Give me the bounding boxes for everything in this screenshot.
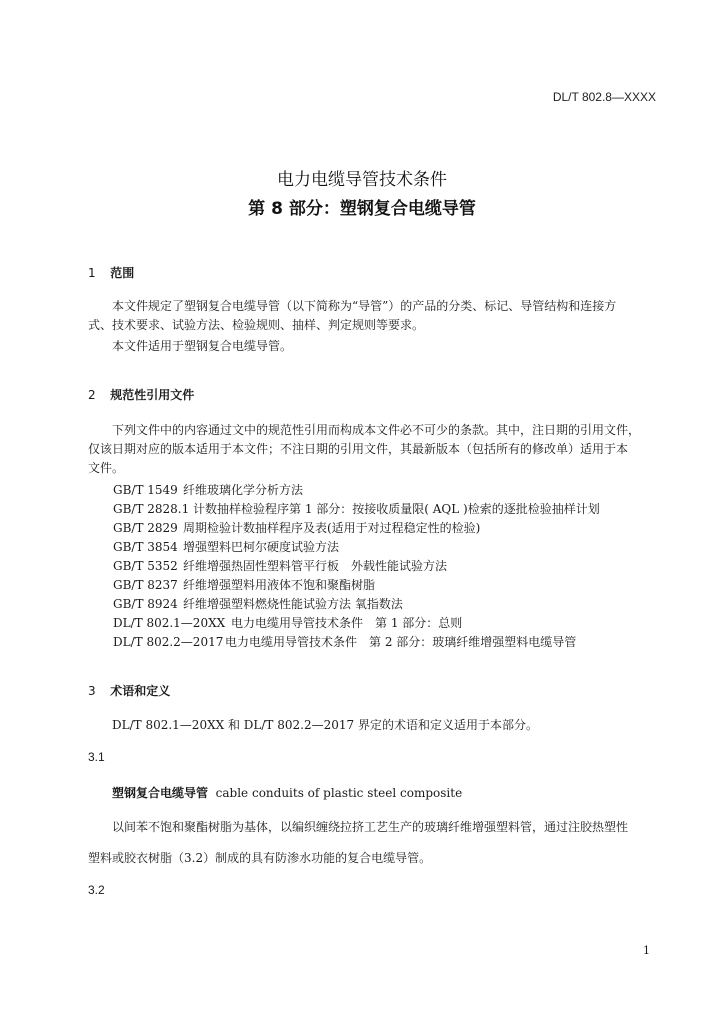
term-chinese: 塑钢复合电缆导管 — [112, 786, 209, 800]
text-line: 文件。 — [88, 461, 125, 475]
term-entry — [88, 784, 658, 803]
reference-code: GB/T 5352 — [113, 559, 178, 573]
standard-code: DL/T 802.8—XXXX — [552, 90, 656, 104]
reference-code: GB/T 1549 — [113, 483, 178, 497]
reference-title: 增强塑料巴柯尔硬度试验方法 — [183, 540, 340, 554]
reference-title: 电力电缆用导管技术条件 第 2 部分：玻璃纤维增强塑料电缆导管 — [225, 635, 577, 649]
term-definition — [88, 812, 658, 874]
reference-item — [113, 538, 339, 555]
reference-item — [113, 519, 480, 536]
text-line: 仅该日期对应的版本适用于本文件；不注日期的引用文件，其最新版本（包括所有的修改单）适用于本 — [88, 442, 629, 456]
document-title: 电力电缆导管技术条件 — [277, 170, 447, 190]
text-line: 塑料或胶衣树脂（3.2）制成的具有防渗水功能的复合电缆导管。 — [88, 851, 432, 865]
section-2-heading — [88, 386, 194, 403]
reference-item — [113, 576, 375, 593]
reference-code: GB/T 8924 — [113, 597, 178, 611]
reference-title: 电力电缆用导管技术条件 第 1 部分：总则 — [231, 616, 463, 630]
reference-item — [113, 614, 462, 631]
text-line: 式、技术要求、试验方法、检验规则、抽样、判定规则等要求。 — [88, 318, 425, 332]
clause-3-1-number: 3.1 — [88, 750, 105, 764]
reference-title: 纤维增强塑料燃烧性能试验方法 氧指数法 — [183, 597, 403, 611]
section-2-paragraph — [88, 421, 658, 478]
reference-title: 纤维增强热固性塑料管平行板 外载性能试验方法 — [183, 559, 448, 573]
reference-item — [113, 557, 447, 574]
page-number: 1 — [643, 944, 650, 957]
term-english: cable conduits of plastic steel composite — [215, 786, 463, 800]
reference-title: 纤维玻璃化学分析方法 — [183, 483, 304, 497]
section-3-heading — [88, 682, 170, 699]
clause-3-2-number: 3.2 — [88, 883, 105, 897]
section-title: 范围 — [110, 266, 135, 280]
reference-item — [113, 633, 576, 650]
reference-code: GB/T 3854 — [113, 540, 178, 554]
text-line: DL/T 802.1—20XX 和 DL/T 802.2—2017 界定的术语和定义适用于本部分。 — [112, 718, 538, 732]
reference-code: DL/T 802.2—2017 — [113, 635, 224, 649]
text-line: 下列文件中的内容通过文中的规范性引用而构成本文件必不可少的条款。其中，注日期的引用文件， — [112, 423, 641, 437]
reference-code: GB/T 2828.1 — [113, 502, 190, 516]
reference-title: 计数抽样检验程序第 1 部分：按接收质量限( AQL )检索的逐批检验抽样计划 — [193, 502, 600, 516]
text-line: 本文件规定了塑钢复合电缆导管（以下简称为“导管”）的产品的分类、标记、导管结构和连接方 — [112, 299, 617, 313]
section-number: 1 — [88, 266, 96, 280]
reference-title: 纤维增强塑料用液体不饱和聚酯树脂 — [183, 578, 376, 592]
section-1-paragraph-2 — [88, 337, 658, 356]
section-1-heading — [88, 264, 134, 281]
section-number: 2 — [88, 388, 96, 402]
section-1-paragraph-1 — [88, 297, 658, 335]
section-3-paragraph — [88, 716, 658, 735]
section-number: 3 — [88, 684, 96, 698]
document-subtitle: 第 8 部分：塑钢复合电缆导管 — [248, 199, 476, 219]
reference-item — [113, 500, 600, 517]
reference-title: 周期检验计数抽样程序及表(适用于对过程稳定性的检验) — [183, 521, 481, 535]
reference-item — [113, 595, 403, 612]
reference-item — [113, 481, 303, 498]
reference-code: GB/T 8237 — [113, 578, 178, 592]
text-line: 以间苯不饱和聚酯树脂为基体，以编织缠绕拉挤工艺生产的玻璃纤维增强塑料管，通过注胶热塑性 — [112, 820, 629, 834]
text-line: 本文件适用于塑钢复合电缆导管。 — [112, 339, 293, 353]
section-title: 规范性引用文件 — [110, 388, 195, 402]
reference-code: GB/T 2829 — [113, 521, 178, 535]
section-title: 术语和定义 — [110, 684, 171, 698]
reference-code: DL/T 802.1—20XX — [113, 616, 226, 630]
